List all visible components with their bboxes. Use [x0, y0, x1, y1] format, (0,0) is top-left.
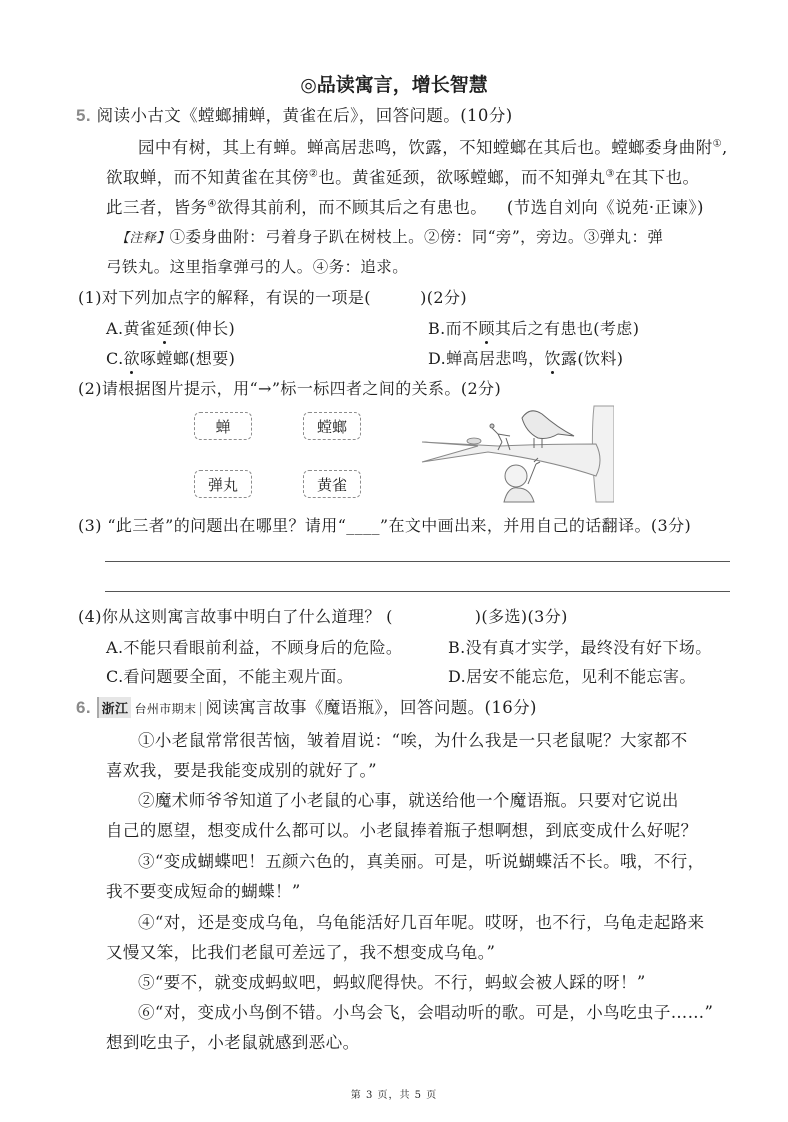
footnote-mark: ③ — [605, 168, 615, 180]
box-oriole[interactable]: 黄雀 — [303, 470, 361, 498]
q6-para-1a: ①小老鼠常常很苦恼，皱着眉说：“唉，为什么我是一只老鼠呢？大家都不 — [138, 731, 688, 750]
q6-heading — [76, 694, 537, 718]
q5-prompt: 阅读小古文《螳螂捕蝉，黄雀在后》，回答问题。(10分) — [96, 106, 513, 125]
q6-para-4b: 又慢又笨，比我们老鼠可差远了，我不想变成乌龟。” — [106, 943, 496, 962]
q5-sub4-option-d[interactable]: D.居安不能忘危，见利不能忘害。 — [448, 667, 696, 686]
q5-notes-line-1 — [116, 225, 663, 247]
passage-source: (节选自刘向《说苑·正谏》) — [506, 198, 704, 217]
q6-para-1b: 喜欢我，要是我能变成别的就好了。” — [106, 761, 377, 780]
footnote-mark: ② — [308, 168, 319, 180]
box-slingshot[interactable]: 弹丸 — [194, 470, 252, 498]
child-with-slingshot-icon — [504, 458, 540, 502]
q6-para-5: ⑤“要不，就变成蚂蚁吧，蚂蚁爬得快。不行，蚂蚁会被人踩的呀！” — [138, 973, 646, 992]
answer-line-1[interactable] — [105, 561, 730, 562]
q5-notes-line-2: 弓铁丸。这里指拿弹弓的人。④务：追求。 — [106, 258, 409, 276]
box-cicada[interactable]: 蝉 — [194, 412, 252, 440]
option-text: 啄螳螂(想要) — [139, 349, 236, 368]
option-text: B.而不 — [428, 319, 479, 338]
passage-text: 此三者，皆务 — [106, 198, 208, 217]
q6-para-2a: ②魔术师爷爷知道了小老鼠的心事，就送给他一个魔语瓶。只要对它说出 — [138, 791, 679, 810]
q5-sub4-option-a[interactable]: A.不能只看眼前利益，不顾身后的危险。 — [106, 638, 403, 657]
answer-line-2[interactable] — [105, 591, 730, 592]
q5-passage-line-1: 园中有树，其上有蝉。蝉高居悲鸣，饮露，不知螳螂在其后也。螳螂委身曲附①, — [138, 138, 728, 157]
section-title: ◎品读寓言，增长智慧 — [300, 74, 488, 96]
q6-para-2b: 自己的愿望，想变成什么都可以。小老鼠捧着瓶子想啊想，到底变成什么好呢？ — [106, 821, 698, 840]
q5-sub1-prompt: (1)对下列加点字的解释，有误的一项是( )(2分) — [78, 288, 468, 307]
dotted-char: 饮 — [545, 346, 561, 369]
option-text: 颈(伸长) — [172, 319, 236, 338]
passage-text: 也。黄雀延颈，欲啄螳螂，而不知弹丸 — [318, 168, 606, 187]
footnote-mark: ④ — [207, 198, 217, 210]
illustration-tree-branch — [418, 404, 614, 504]
oriole-icon — [522, 411, 574, 448]
footnote-mark: ① — [712, 138, 722, 150]
q6-para-3b: 我不要变成短命的蝴蝶！” — [106, 882, 301, 901]
passage-text: 欲取蝉，而不知黄雀在其傍 — [106, 168, 309, 187]
dotted-char: 顾 — [478, 316, 494, 339]
option-text: 其后之有患也(考虑) — [494, 319, 640, 338]
page-footer: 第 3 页，共 5 页 — [350, 1090, 438, 1101]
q6-para-6a: ⑥“对，变成小鸟倒不错。小鸟会飞，会唱动听的歌。可是，小鸟吃虫子……” — [138, 1003, 714, 1022]
cicada-icon — [467, 438, 481, 444]
q5-number: 5. — [76, 106, 91, 125]
q5-passage-line-3 — [106, 194, 704, 218]
q6-para-4a: ④“对，还是变成乌龟，乌龟能活好几百年呢。哎呀，也不行，乌龟走起路来 — [138, 913, 705, 932]
option-text: 露(饮料) — [560, 349, 624, 368]
q5-passage-line-2 — [106, 164, 699, 188]
q6-prompt: 阅读寓言故事《魔语瓶》，回答问题。(16分) — [205, 698, 537, 717]
q5-sub4-option-b[interactable]: B.没有真才实学，最终没有好下场。 — [448, 638, 712, 657]
option-text: C. — [106, 349, 124, 368]
box-mantis[interactable]: 螳螂 — [303, 412, 361, 440]
note-text: ①委身曲附：弓着身子趴在树枝上。②傍：同“旁”，旁边。③弹丸：弹 — [169, 228, 664, 246]
q5-sub4-prompt: (4)你从这则寓言故事中明白了什么道理？ ( )(多选)(3分) — [78, 607, 568, 626]
q5-sub2-prompt: (2)请根据图片提示，用“→”标一标四者之间的关系。(2分) — [78, 379, 502, 398]
q6-number: 6. — [76, 698, 91, 717]
option-text: D.蝉高居悲鸣， — [428, 349, 545, 368]
passage-text: 园中有树，其上有蝉。蝉高居悲鸣，饮露，不知螳螂在其后也。螳螂委身曲附 — [138, 138, 713, 157]
passage-text: 在其下也。 — [614, 168, 700, 187]
q5-sub1-option-b[interactable] — [428, 316, 639, 339]
option-text: A.黄雀 — [106, 319, 157, 338]
q5-sub1-option-c[interactable] — [106, 346, 235, 369]
passage-text: 欲得其前利，而不顾其后之有患也。 — [216, 198, 488, 217]
q5-sub3-prompt: (3) “此三者”的问题出在哪里？请用“____”在文中画出来，并用自己的话翻译。(3分) — [78, 516, 692, 535]
q5-sub1-option-a[interactable] — [106, 316, 235, 339]
note-tag: 【注释】 — [116, 231, 170, 246]
q5-sub4-option-c[interactable]: C.看问题要全面，不能主观片面。 — [106, 667, 354, 686]
region-badge: 浙江 — [97, 697, 132, 718]
q6-para-6b: 想到吃虫子，小老鼠就感到恶心。 — [106, 1033, 360, 1052]
q6-para-3a: ③“变成蝴蝶吧！五颜六色的，真美丽。可是，听说蝴蝶活不长。哦，不行， — [138, 852, 705, 871]
q5-sub1-option-d[interactable] — [428, 346, 623, 369]
q5-heading — [76, 102, 513, 126]
source-badge: 台州市期末 — [131, 702, 201, 716]
dotted-char: 欲 — [124, 346, 140, 369]
dotted-char: 延 — [156, 316, 172, 339]
